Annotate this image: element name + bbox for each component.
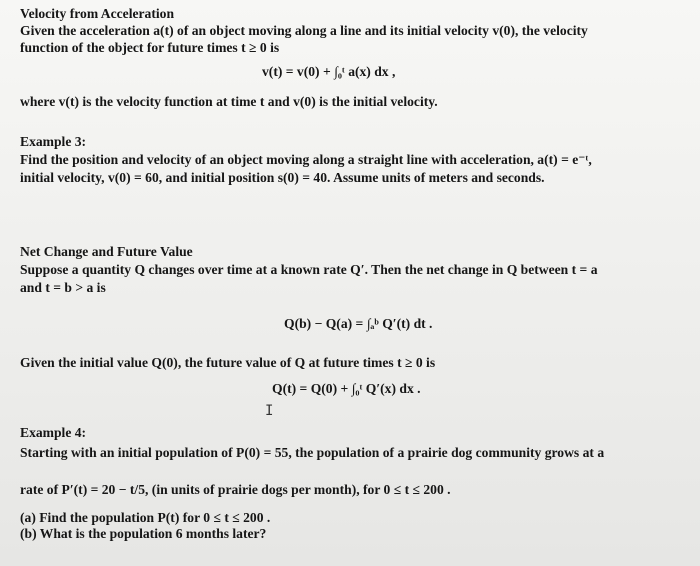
velocity-text-line-1: Given the acceleration a(t) of an object moving along a line and its initial velocity v(0), the velocity xyxy=(20,23,588,38)
net-change-heading: Net Change and Future Value xyxy=(20,244,193,259)
velocity-text-line-3: where v(t) is the velocity function at time t and v(0) is the initial velocity. xyxy=(20,94,438,109)
example-4-line-2: rate of P′(t) = 20 − t/5, (in units of prairie dogs per month), for 0 ≤ t ≤ 200 . xyxy=(20,482,451,497)
example-3-line-2: initial velocity, v(0) = 60, and initial position s(0) = 40. Assume units of meters and seconds. xyxy=(20,170,545,185)
net-change-line-1: Suppose a quantity Q changes over time at a known rate Q′. Then the net change in Q between t = a xyxy=(20,262,598,277)
velocity-heading: Velocity from Acceleration xyxy=(20,6,175,21)
example-4-part-b: (b) What is the population 6 months later? xyxy=(20,526,267,541)
text-cursor-icon: I xyxy=(265,403,274,419)
example-4-part-a: (a) Find the population P(t) for 0 ≤ t ≤ 200 . xyxy=(20,510,271,525)
future-value-equation: Q(t) = Q(0) + ∫₀ᵗ Q′(x) dx . xyxy=(272,381,421,396)
velocity-equation: v(t) = v(0) + ∫₀ᵗ a(x) dx , xyxy=(262,64,396,79)
example-4-heading: Example 4: xyxy=(20,425,87,440)
future-value-line: Given the initial value Q(0), the future value of Q at future times t ≥ 0 is xyxy=(20,355,436,370)
example-4-line-1: Starting with an initial population of P(0) = 55, the population of a prairie dog community grows at a xyxy=(20,445,605,460)
net-change-line-2: and t = b > a is xyxy=(20,280,106,295)
example-3-heading: Example 3: xyxy=(20,134,87,149)
velocity-text-line-2: function of the object for future times t ≥ 0 is xyxy=(20,40,280,55)
net-change-equation: Q(b) − Q(a) = ∫ₐᵇ Q′(t) dt . xyxy=(284,316,433,331)
example-3-line-1: Find the position and velocity of an object moving along a straight line with acceleration, a(t) = e⁻ᵗ, xyxy=(20,152,592,167)
